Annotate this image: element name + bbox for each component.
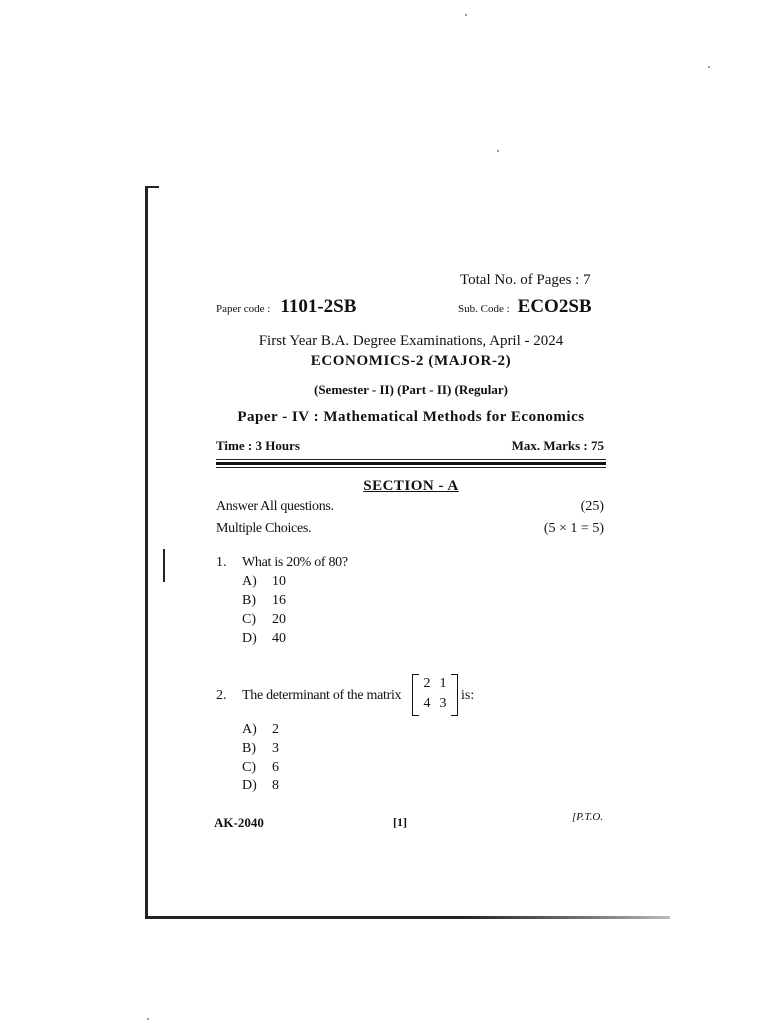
question-text: What is 20% of 80?	[242, 555, 348, 570]
option-value: 6	[272, 760, 279, 775]
option	[242, 612, 286, 628]
matrix	[412, 674, 458, 716]
question-number: 1.	[216, 555, 227, 570]
section-marks: (25)	[580, 499, 604, 514]
mcq-marks: (5 × 1 = 5)	[543, 521, 604, 536]
option-letter: B)	[242, 593, 256, 608]
option-letter: D)	[242, 778, 257, 793]
question-suffix: is:	[461, 688, 475, 703]
option	[242, 631, 286, 647]
page-number: [1]	[393, 815, 407, 829]
scan-dot	[147, 1018, 149, 1020]
option-value: 16	[272, 593, 286, 608]
option-value: 2	[272, 722, 279, 737]
sub-code-label: Sub. Code :	[458, 303, 510, 315]
pto-note: [P.T.O.	[572, 811, 604, 823]
option-letter: B)	[242, 741, 256, 756]
sub-code-value: ECO2SB	[517, 296, 592, 317]
matrix-bracket-left	[412, 674, 419, 716]
subject-title: ECONOMICS-2 (MAJOR-2)	[310, 353, 512, 369]
option-value: 10	[272, 574, 286, 589]
scan-mark	[163, 549, 165, 582]
option	[242, 593, 286, 609]
semester-info: (Semester - II) (Part - II) (Regular)	[314, 382, 508, 397]
scan-border-bottom	[145, 916, 670, 919]
question-text: The determinant of the matrix	[242, 688, 402, 703]
matrix-cell: 4	[423, 696, 431, 711]
matrix-bracket-right	[451, 674, 458, 716]
option	[242, 741, 279, 757]
option	[242, 760, 279, 776]
max-marks: Max. Marks : 75	[511, 438, 604, 453]
option-letter: A)	[242, 574, 257, 589]
option-letter: D)	[242, 631, 257, 646]
option-value: 40	[272, 631, 286, 646]
paper-code	[216, 296, 356, 318]
option	[242, 722, 279, 738]
option-letter: C)	[242, 760, 256, 775]
option	[242, 778, 279, 794]
option-letter: C)	[242, 612, 256, 627]
section-heading-text: SECTION - A	[363, 478, 459, 494]
option-letter: A)	[242, 722, 257, 737]
matrix-cell: 1	[439, 676, 447, 691]
divider	[216, 467, 606, 468]
option-value: 3	[272, 741, 279, 756]
option-value: 8	[272, 778, 279, 793]
question-number: 2.	[216, 688, 227, 703]
scan-dot	[497, 150, 499, 152]
instruction-multiple-choices: Multiple Choices.	[216, 521, 312, 536]
exam-title: First Year B.A. Degree Examinations, April - 2024	[258, 333, 564, 349]
scan-dot	[708, 66, 710, 68]
divider	[216, 462, 606, 465]
matrix-cell: 2	[423, 676, 431, 691]
divider	[216, 459, 606, 460]
instruction-all-questions: Answer All questions.	[216, 499, 334, 514]
matrix-cell: 3	[439, 696, 447, 711]
scan-dot	[465, 14, 467, 16]
total-pages: Total No. of Pages : 7	[460, 272, 591, 288]
paper-code-label: Paper code :	[216, 303, 271, 315]
sub-code	[458, 296, 592, 318]
time-allowed: Time : 3 Hours	[216, 438, 300, 453]
paper-code-value: 1101-2SB	[280, 296, 357, 317]
paper-title: Paper - IV : Mathematical Methods for Economics	[237, 409, 585, 425]
scan-border-left	[145, 186, 148, 918]
exam-code: AK-2040	[214, 815, 264, 830]
section-heading	[216, 478, 606, 495]
option	[242, 574, 286, 590]
option-value: 20	[272, 612, 286, 627]
